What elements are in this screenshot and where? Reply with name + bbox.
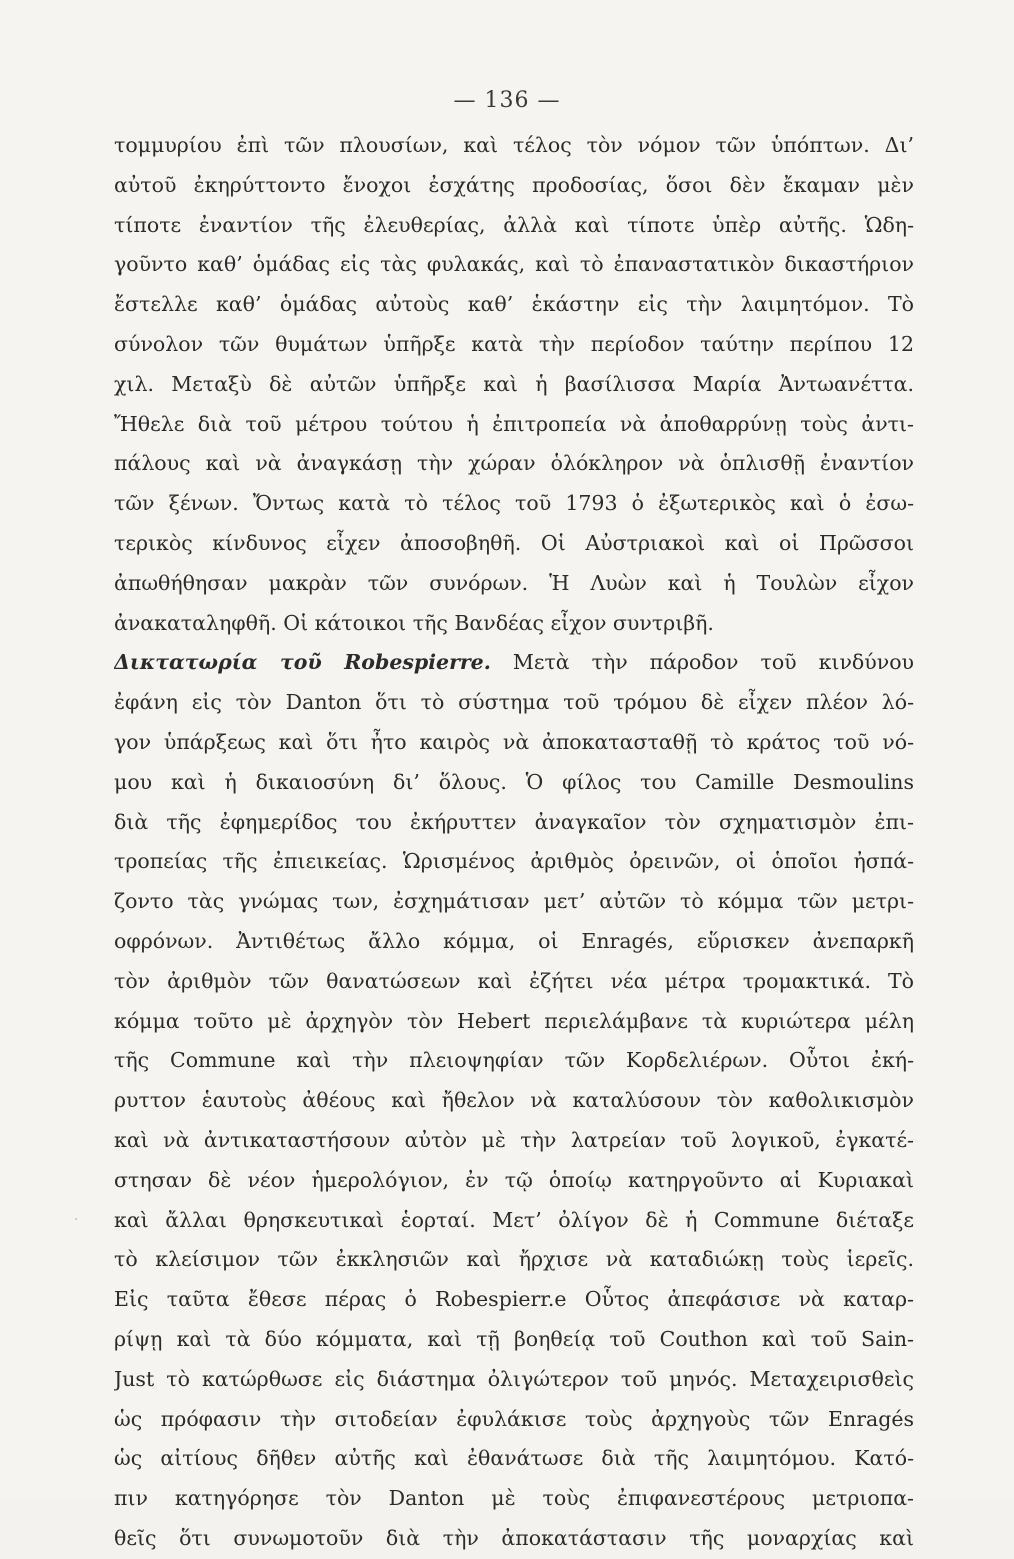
text-line: πάλους καὶ νὰ ἀναγκάσῃ τὴν χώραν ὁλόκληρον νὰ ὁπλισθῇ ἐναντίον [114, 451, 914, 476]
heading-line [114, 643, 914, 683]
section-heading: Δικτατωρία τοῦ Robespierre. [114, 650, 491, 675]
text-line: τὸν ἀριθμὸν τῶν θανατώσεων καὶ ἐζήτει νέα μέτρα τρομακτικά. Τὸ [114, 968, 914, 993]
text-line: τίποτε ἐναντίον τῆς ἐλευθερίας, ἀλλὰ καὶ τίποτε ὑπὲρ αὐτῆς. Ὡδη- [114, 212, 914, 237]
text-line: τερικὸς κίνδυνος εἶχεν ἀποσοβηθῆ. Οἱ Αὐστριακοὶ καὶ οἱ Πρῶσσοι [114, 530, 914, 555]
text-line: στησαν δὲ νέον ἡμερολόγιον, ἐν τῷ ὁποίῳ κατηργοῦντο αἱ Κυριακαὶ [114, 1167, 914, 1192]
text-line: Εἰς ταῦτα ἔθεσε πέρας ὁ Robespierr.e Οὗτος ἀπεφάσισε νὰ καταρ- [114, 1287, 914, 1312]
text-line: τῆς Commune καὶ τὴν πλειοψηφίαν τῶν Κορδελιέρων. Οὗτοι ἐκή- [114, 1048, 914, 1073]
margin-mark: · [74, 1212, 79, 1228]
text-line: αὐτοῦ ἐκηρύττοντο ἔνοχοι ἐσχάτης προδοσίας, ὅσοι δὲν ἔκαμαν μὲν [114, 172, 914, 197]
text-line: ζοντο τὰς γνώμας των, ἐσχημάτισαν μετ’ αὐτῶν τὸ κόμμα τῶν μετρι- [114, 889, 914, 914]
text-line: σύνολον τῶν θυμάτων ὑπῆρξε κατὰ τὴν περίοδον ταύτην περίπου 12 [114, 331, 914, 356]
text-line: ἀπωθήθησαν μακρὰν τῶν συνόρων. Ἡ Λυὼν καὶ ἡ Τουλὼν εἶχον [114, 570, 914, 595]
text-line: καὶ νὰ ἀντικαταστήσουν αὐτὸν μὲ τὴν λατρείαν τοῦ λογικοῦ, ἐγκατέ- [114, 1127, 914, 1152]
text-line: ἐφάνη εἰς τὸν Danton ὅτι τὸ σύστημα τοῦ τρόμου δὲ εἶχεν πλέον λό- [114, 690, 914, 715]
text-line: πιν κατηγόρησε τὸν Danton μὲ τοὺς ἐπιφανεστέρους μετριοπα- [114, 1486, 914, 1511]
text-line: καὶ ἄλλαι θρησκευτικαὶ ἑορταί. Μετ’ ὀλίγον δὲ ἡ Commune διέταξε [114, 1207, 914, 1232]
text-line: τομμυρίου ἐπὶ τῶν πλουσίων, καὶ τέλος τὸν νόμον τῶν ὑπόπτων. Δι’ [114, 133, 914, 157]
page-number: — 136 — [453, 88, 561, 113]
text-line: ἔστελλε καθ’ ὁμάδας αὐτοὺς καθ’ ἑκάστην εἰς τὴν λαιμητόμον. Τὸ [114, 292, 914, 317]
text-line: Just τὸ κατώρθωσε εἰς διάστημα ὀλιγώτερον τοῦ μηνός. Μεταχειρισθεὶς [114, 1366, 914, 1391]
text-line: Ἤθελε διὰ τοῦ μέτρου τούτου ἡ ἐπιτροπεία νὰ ἀποθαρρύνῃ τοὺς ἀντι- [114, 411, 914, 436]
text-line: ρυττον ἑαυτοὺς ἀθέους καὶ ἤθελον νὰ καταλύσουν τὸν καθολικισμὸν [114, 1088, 914, 1113]
text-line: οφρόνων. Ἀντιθέτως ἄλλο κόμμα, οἱ Enragés, εὕρισκεν ἀνεπαρκῆ [114, 928, 914, 953]
text-line: θεῖς ὅτι συνωμοτοῦν διὰ τὴν ἀποκατάστασιν τῆς μοναρχίας καὶ [114, 1525, 914, 1550]
text-line: ἀνακαταληφθῆ. Οἱ κάτοικοι τῆς Βανδέας εἶχον συντριβῆ. [114, 610, 714, 635]
text-line: μου καὶ ἡ δικαιοσύνη δι’ ὅλους. Ὁ φίλος του Camille Desmoulins [114, 769, 914, 794]
text-line: γοῦντο καθ’ ὁμάδας εἰς τὰς φυλακάς, καὶ τὸ ἐπαναστατικὸν δικαστήριον [114, 252, 914, 277]
text-line: ὡς αἰτίους δῆθεν αὐτῆς καὶ ἐθανάτωσε διὰ τῆς λαιμητόμου. Κατό- [114, 1446, 914, 1471]
text-line: ὡς πρόφασιν τὴν σιτοδείαν ἐφυλάκισε τοὺς ἀρχηγοὺς τῶν Enragés [114, 1406, 914, 1431]
text-line: γον ὑπάρξεως καὶ ὅτι ἦτο καιρὸς νὰ ἀποκατασταθῇ τὸ κράτος τοῦ νό- [114, 729, 914, 754]
text-line: διὰ τῆς ἐφημερίδος του ἐκήρυττεν ἀναγκαῖον τὸν σχηματισμὸν ἐπι- [114, 809, 914, 834]
text-line: ρίψῃ καὶ τὰ δύο κόμματα, καὶ τῇ βοηθείᾳ τοῦ Couthon καὶ τοῦ Sain- [114, 1326, 914, 1351]
text-line: τροπείας τῆς ἐπιεικείας. Ὡρισμένος ἀριθμὸς ὀρεινῶν, οἱ ὁποῖοι ἠσπά- [114, 849, 914, 874]
body-text [114, 126, 914, 1559]
text-line: κόμμα τοῦτο μὲ ἀρχηγὸν τὸν Hebert περιελάμβανε τὰ κυριώτερα μέλη [114, 1008, 914, 1033]
heading-line-text: Μετὰ τὴν πάροδον τοῦ κινδύνου [512, 650, 914, 675]
text-line: τῶν ξένων. Ὄντως κατὰ τὸ τέλος τοῦ 1793 ὁ ἐξωτερικὸς καὶ ὁ ἐσω- [114, 491, 914, 516]
text-line: τὸ κλείσιμον τῶν ἐκκλησιῶν καὶ ἤρχισε νὰ καταδιώκῃ τοὺς ἱερεῖς. [114, 1247, 914, 1272]
text-line: χιλ. Μεταξὺ δὲ αὐτῶν ὑπῆρξε καὶ ἡ βασίλισσα Μαρία Ἀντωανέττα. [114, 371, 914, 396]
